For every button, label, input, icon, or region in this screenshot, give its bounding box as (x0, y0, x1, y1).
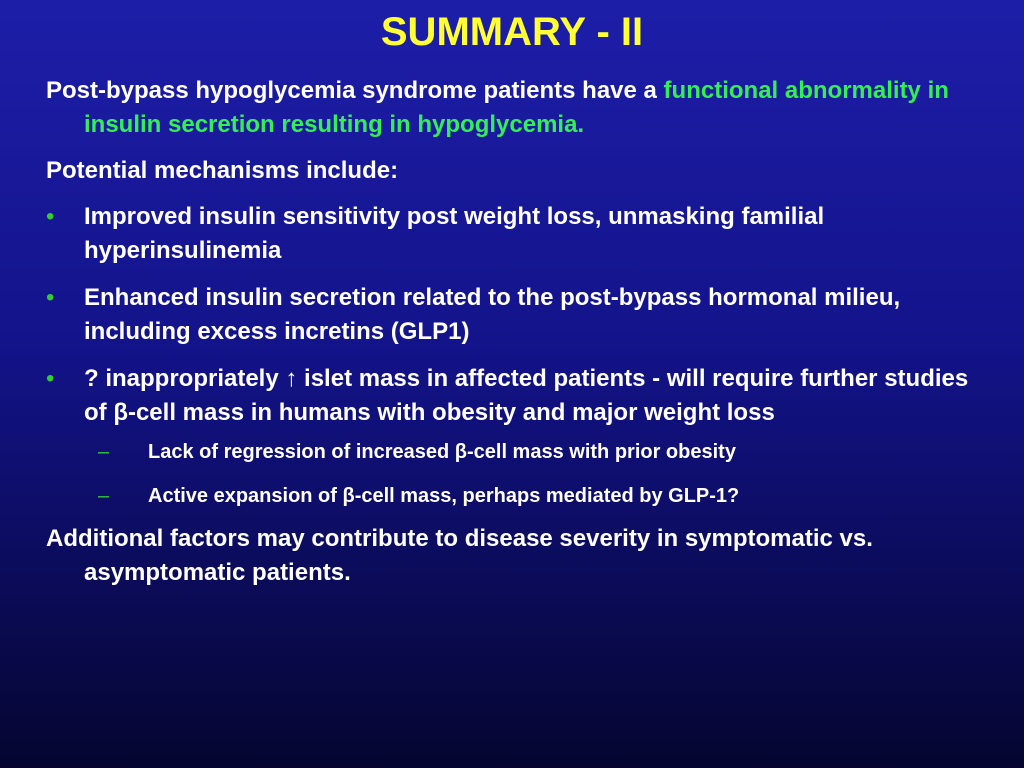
summary-paragraph (46, 74, 986, 142)
bullet-icon: • (46, 284, 55, 311)
sub-bullet-item (46, 482, 986, 510)
dash-icon: – (98, 485, 110, 507)
sub-bullet-item (46, 438, 986, 466)
bullet-item (46, 362, 986, 430)
bullet-item (46, 200, 986, 268)
bullet-text-before-arrow: ? inappropriately (84, 365, 286, 392)
mechanisms-heading: Potential mechanisms include: (46, 157, 399, 184)
up-arrow-icon: ↑ (285, 365, 298, 392)
summary-highlight-text: functional abnormality in insulin secretion resulting in hypoglycemia. (84, 77, 949, 138)
bullet-icon: • (46, 365, 55, 392)
bullet-icon: • (46, 203, 55, 230)
bullet-text: Improved insulin sensitivity post weight loss, unmasking familial hyperinsulinemia (84, 203, 825, 264)
bullet-text: Enhanced insulin secretion related to the post-bypass hormonal milieu, including excess incretins (GLP1) (84, 284, 901, 345)
slide-title: SUMMARY - II (380, 10, 644, 54)
sub-bullet-text: Active expansion of β-cell mass, perhaps mediated by GLP-1? (148, 485, 740, 507)
summary-lead-text: Post-bypass hypoglycemia syndrome patients have a (46, 77, 664, 104)
bullet-item (46, 281, 986, 349)
dash-icon: – (98, 441, 110, 463)
slide-content (46, 74, 986, 602)
additional-factors-paragraph: Additional factors may contribute to disease severity in symptomatic vs. asymptomatic patients. (46, 525, 873, 586)
sub-bullet-text: Lack of regression of increased β-cell mass with prior obesity (148, 441, 736, 463)
bullet-text-after-arrow: islet mass in affected patients - will require further studies of β-cell mass in humans with obesity and major weight loss (84, 365, 969, 426)
